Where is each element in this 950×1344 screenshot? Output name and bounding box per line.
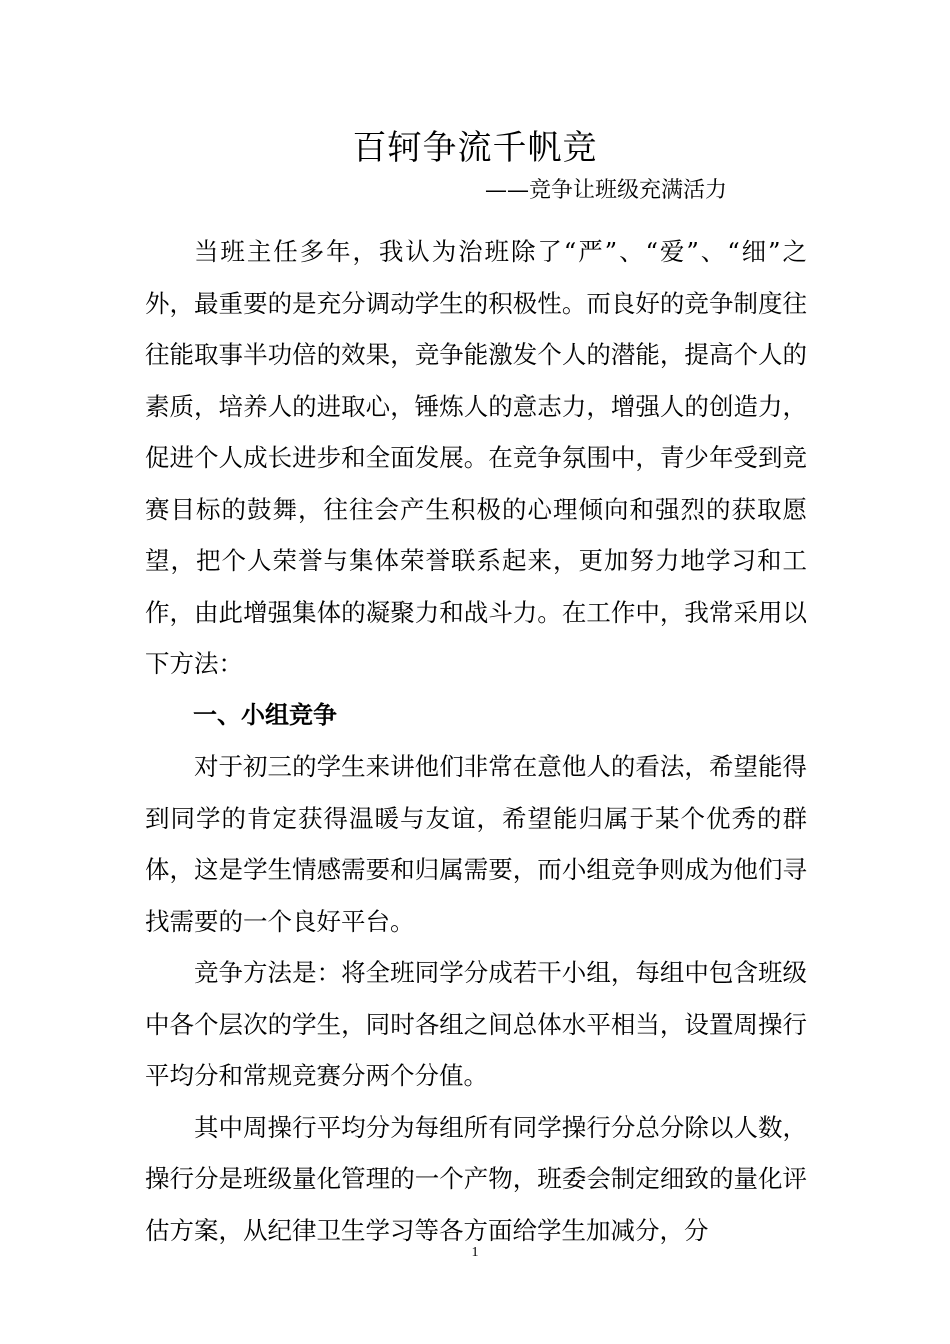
section-heading: 一、小组竞争 <box>193 700 337 729</box>
paragraph: 对于初三的学生来讲他们非常在意他人的看法，希望能得到同学的肯定获得温暖与友谊，希望能归属于某个优秀的群体，这是学生情感需要和归属需要，而小组竞争则成为他们寻找需要的一个良好平台。 <box>145 752 807 936</box>
document-subtitle: ——竞争让班级充满活力 <box>485 178 728 203</box>
document-title: 百轲争流千帆竞 <box>352 128 598 168</box>
page-number: 1 <box>471 1245 479 1260</box>
paragraph: 竞争方法是：将全班同学分成若干小组，每组中包含班级中各个层次的学生，同时各组之间总体水平相当，设置周操行平均分和常规竞赛分两个分值。 <box>145 958 807 1090</box>
paragraph: 其中周操行平均分为每组所有同学操行分总分除以人数，操行分是班级量化管理的一个产物，班委会制定细致的量化评估方案，从纪律卫生学习等各方面给学生加减分，分 <box>145 1112 807 1245</box>
paragraph-intro: 当班主任多年，我认为治班除了“严”、“爱”、“细”之外，最重要的是充分调动学生的积极性。而良好的竞争制度往往能取事半功倍的效果，竞争能激发个人的潜能，提高个人的素质，培养人的进取心，锤炼人的意志力，增强人的创造力，促进个人成长进步和全面发展。在竞争氛围中，青少年受到竞赛目标的鼓舞，往往会产生积极的心理倾向和强烈的获取愿望，把个人荣誉与集体荣誉联系起来，更加努力地学习和工作，由此增强集体的凝聚力和战斗力。在工作中，我常采用以下方法： <box>145 237 807 678</box>
document-body <box>145 226 807 1256</box>
